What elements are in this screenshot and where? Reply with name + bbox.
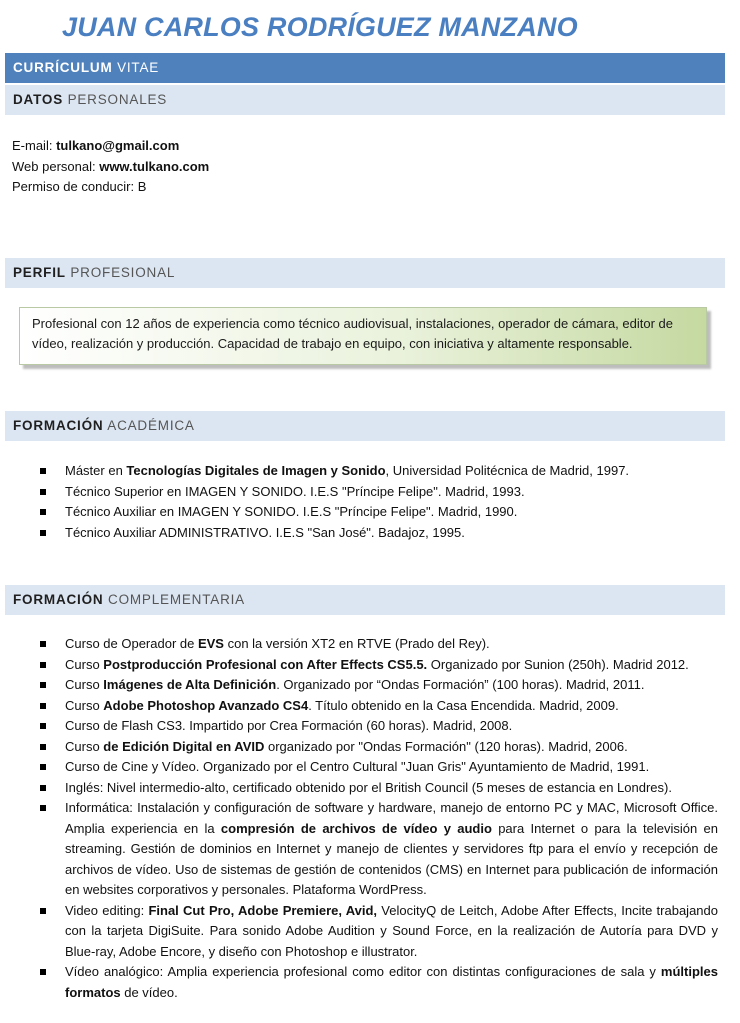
section-header-light: COMPLEMENTARIA <box>108 592 245 607</box>
list-item-bold-text: Imágenes de Alta Definición <box>103 677 277 692</box>
list-item <box>38 655 718 676</box>
web-line <box>12 157 209 178</box>
list-item-bold-text: múltiples formatos <box>65 964 718 1000</box>
list-item <box>38 696 718 717</box>
list-item-bold-text: de Edición Digital en AVID <box>103 738 265 754</box>
list-item <box>38 634 718 655</box>
candidate-name: JUAN CARLOS RODRÍGUEZ MANZANO <box>62 12 578 42</box>
list-item <box>38 523 718 544</box>
section-header-complementary <box>5 585 725 615</box>
list-item-text: Técnico Superior en IMAGEN Y SONIDO. I.E.S "Príncipe Felipe". Madrid, 1993. <box>65 483 525 499</box>
email-line <box>12 136 209 157</box>
list-item-text: Técnico Auxiliar ADMINISTRATIVO. I.E.S "San José". Badajoz, 1995. <box>65 524 465 540</box>
list-item-text: . Organizado por “Ondas Formación” (100 horas). Madrid, 2011. <box>276 677 645 692</box>
section-header-light: ACADÉMICA <box>107 418 195 433</box>
email-label: E-mail: <box>12 138 57 153</box>
section-header-bold: FORMACIÓN <box>13 418 104 433</box>
list-item-bold-text: Tecnologías Digitales de Imagen y Sonido <box>126 463 386 478</box>
list-item-text: VelocityQ de Leitch, Adobe After Effects, Incite trabajando con la tarjeta DigiSuite. Para sonido Adobe Audition y Sound Force, en la realización de Autoría para DVD y Blue-ray, Adobe Encore, y diseño con Photoshop e illustrator. <box>65 902 718 959</box>
list-item-text: Video editing: <box>65 902 149 918</box>
list-item-text: Técnico Auxiliar en IMAGEN Y SONIDO. I.E.S "Príncipe Felipe". Madrid, 1990. <box>65 504 518 519</box>
list-item-text: Inglés: Nivel intermedio-alto, certificado obtenido por el British Council (5 meses de estancia en Londres). <box>65 779 672 795</box>
list-item-text: . Título obtenido en la Casa Encendida. Madrid, 2009. <box>308 697 619 713</box>
list-item-text: con la versión XT2 en RTVE (Prado del Rey). <box>223 636 490 651</box>
academic-list <box>38 461 718 543</box>
list-item <box>38 461 718 482</box>
profile-summary: Profesional con 12 años de experiencia como técnico audiovisual, instalaciones, operador de cámara, editor de vídeo, realización y producción. Capacidad de trabajo en equipo, con iniciativa y altamente responsable. <box>19 307 707 365</box>
section-header-light: PROFESIONAL <box>70 265 176 280</box>
list-item <box>38 757 718 778</box>
list-item <box>38 901 718 963</box>
complementary-list <box>38 634 718 1003</box>
list-item <box>38 482 718 503</box>
list-item-text: Curso <box>65 677 104 692</box>
email-value[interactable]: tulkano@gmail.com <box>56 138 180 153</box>
section-header-bold: PERFIL <box>13 265 66 280</box>
section-header-bold: DATOS <box>13 92 64 107</box>
list-item <box>38 737 718 758</box>
section-header-light: VITAE <box>117 60 160 75</box>
section-header-bold: FORMACIÓN <box>13 592 104 607</box>
list-item-bold-text: Adobe Photoshop Avanzado CS4 <box>103 697 309 713</box>
list-item-text: Máster en <box>65 463 127 478</box>
section-header-light: PERSONALES <box>67 92 168 107</box>
list-item <box>38 962 718 1003</box>
list-item <box>38 675 718 696</box>
list-item-text: Informática: Instalación y configuración de software y hardware, manejo de entorno PC y MAC, Microsoft Office. Amplia experiencia en la <box>65 800 718 836</box>
list-item <box>38 716 718 737</box>
list-item-text: Curso <box>65 697 104 713</box>
list-item <box>38 778 718 799</box>
list-item-text: Curso de Operador de <box>65 636 198 651</box>
contact-info <box>12 136 209 198</box>
list-item-text: organizado por "Ondas Formación" (120 horas). Madrid, 2006. <box>264 738 628 754</box>
list-item-text: Curso de Flash CS3. Impartido por Crea Formación (60 horas). Madrid, 2008. <box>65 718 513 733</box>
section-header-personal <box>5 85 725 115</box>
list-item-bold-text: Postproducción Profesional con After Effects CS5.5. <box>103 656 428 672</box>
list-item-text: Organizado por Sunion (250h). Madrid 2012. <box>427 656 689 672</box>
web-label: Web personal: <box>12 158 100 174</box>
list-item-text: Vídeo analógico: Amplia experiencia profesional como editor con distintas configuraciones de sala y <box>65 964 661 979</box>
list-item-text: Curso <box>65 738 104 754</box>
list-item <box>38 502 718 523</box>
list-item-text: para Internet o para la televisión en streaming. Gestión de dominios en Internet y manejo de clientes y servidores ftp para el envío y recepción de archivos de vídeo. Uso de sistemas de gestión de contenidos (CMS) en Internet para publicación de información en websites corporativos y personales. Plataforma WordPress. <box>65 820 718 897</box>
list-item-bold-text: EVS <box>197 636 224 651</box>
section-header-bold: CURRÍCULUM <box>13 60 113 75</box>
list-item-text: Curso <box>65 656 104 672</box>
list-item-text: , Universidad Politécnica de Madrid, 1997. <box>385 463 630 478</box>
section-header-cv <box>5 53 725 83</box>
section-header-academic <box>5 411 725 441</box>
web-value[interactable]: www.tulkano.com <box>99 158 210 174</box>
list-item-bold-text: Final Cut Pro, Adobe Premiere, Avid, <box>148 902 378 918</box>
list-item-bold-text: compresión de archivos de vídeo y audio <box>220 820 492 836</box>
list-item-text: Curso de Cine y Vídeo. Organizado por el Centro Cultural "Juan Gris" Ayuntamiento de Madrid, 1991. <box>65 759 650 774</box>
list-item-text: de vídeo. <box>120 984 178 1000</box>
section-header-profile <box>5 258 725 288</box>
list-item <box>38 798 718 901</box>
license-line: Permiso de conducir: B <box>12 179 147 194</box>
